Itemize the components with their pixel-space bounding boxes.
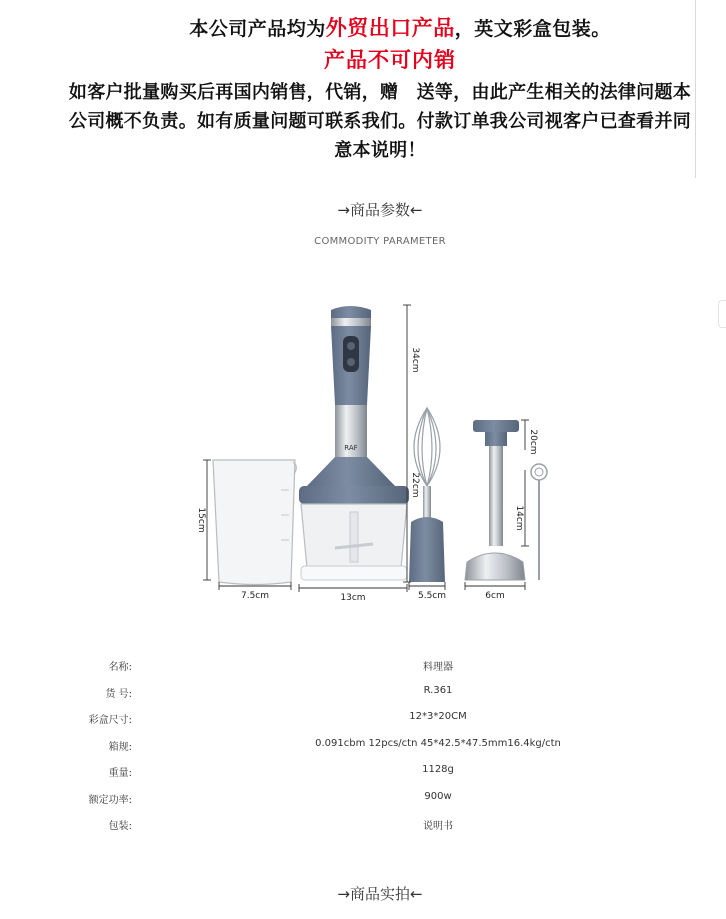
spec-value: R.361 [423, 685, 453, 696]
spec-row [0, 738, 726, 758]
blending-stick [465, 420, 525, 580]
notice-line-1-start: 本公司产品均为 [189, 18, 326, 40]
dim-blender-height: 34cm [410, 347, 420, 373]
spec-label: 彩盒尺寸: [88, 715, 132, 726]
spec-value: 料理器 [423, 662, 453, 673]
dim-cup-width: 7.5cm [240, 591, 270, 601]
brand-mark: RAF [344, 444, 358, 452]
notice-export-highlight: 外贸出口产品 [325, 16, 455, 40]
dim-stick-width: 6cm [485, 591, 505, 601]
notice-body: 如客户批量购买后再国内销售，代销，赠 送等，由此产生相关的法律问题本公司概不负责。如有质量问题可联系我们。付款订单我公司视客户已查看并同意本说明！ [68, 82, 692, 161]
photos-section-title: →商品实拍← [337, 885, 423, 903]
spec-value: 1128g [422, 764, 454, 775]
spec-row [0, 791, 726, 811]
spec-row [0, 685, 726, 705]
measuring-cup [213, 460, 296, 585]
params-section-subtitle: COMMODITY PARAMETER [314, 236, 446, 247]
spec-label: 货 号: [105, 689, 132, 700]
dim-whisk-width: 5.5cm [417, 591, 447, 601]
motor-body [307, 306, 395, 486]
spec-value: 说明书 [423, 821, 453, 832]
spec-label: 名称: [108, 662, 132, 673]
product-image [195, 300, 565, 610]
spec-label: 重量: [108, 768, 132, 779]
spec-label: 箱规: [108, 742, 132, 753]
spec-row [0, 658, 726, 678]
spec-value: 12*3*20CM [409, 711, 467, 722]
dim-stick-shaft-height: 14cm [514, 505, 524, 531]
dim-cup-height: 15cm [196, 507, 206, 533]
spec-row [0, 711, 726, 731]
dim-chopper-width: 13cm [340, 593, 366, 603]
spec-value: 900w [424, 791, 452, 802]
dim-whisk-height: 22cm [410, 472, 420, 498]
spec-label: 包装: [108, 821, 132, 832]
scroll-handle[interactable] [718, 300, 726, 328]
spec-label: 额定功率: [88, 795, 132, 806]
notice-no-domestic-sale: 产品不可内销 [324, 48, 456, 72]
params-section-title: →商品参数← [337, 201, 423, 219]
notice-line-1 [0, 12, 726, 42]
notice-line-1-end: ，英文彩盒包装。 [454, 18, 611, 40]
spec-row [0, 817, 726, 837]
spec-row [0, 764, 726, 784]
frother-attachment [531, 464, 547, 580]
dim-stick-top-height: 20cm [528, 429, 538, 455]
spec-value: 0.091cbm 12pcs/ctn 45*42.5*47.5mm16.4kg/ctn [315, 738, 561, 749]
chopper-bowl [299, 486, 409, 580]
